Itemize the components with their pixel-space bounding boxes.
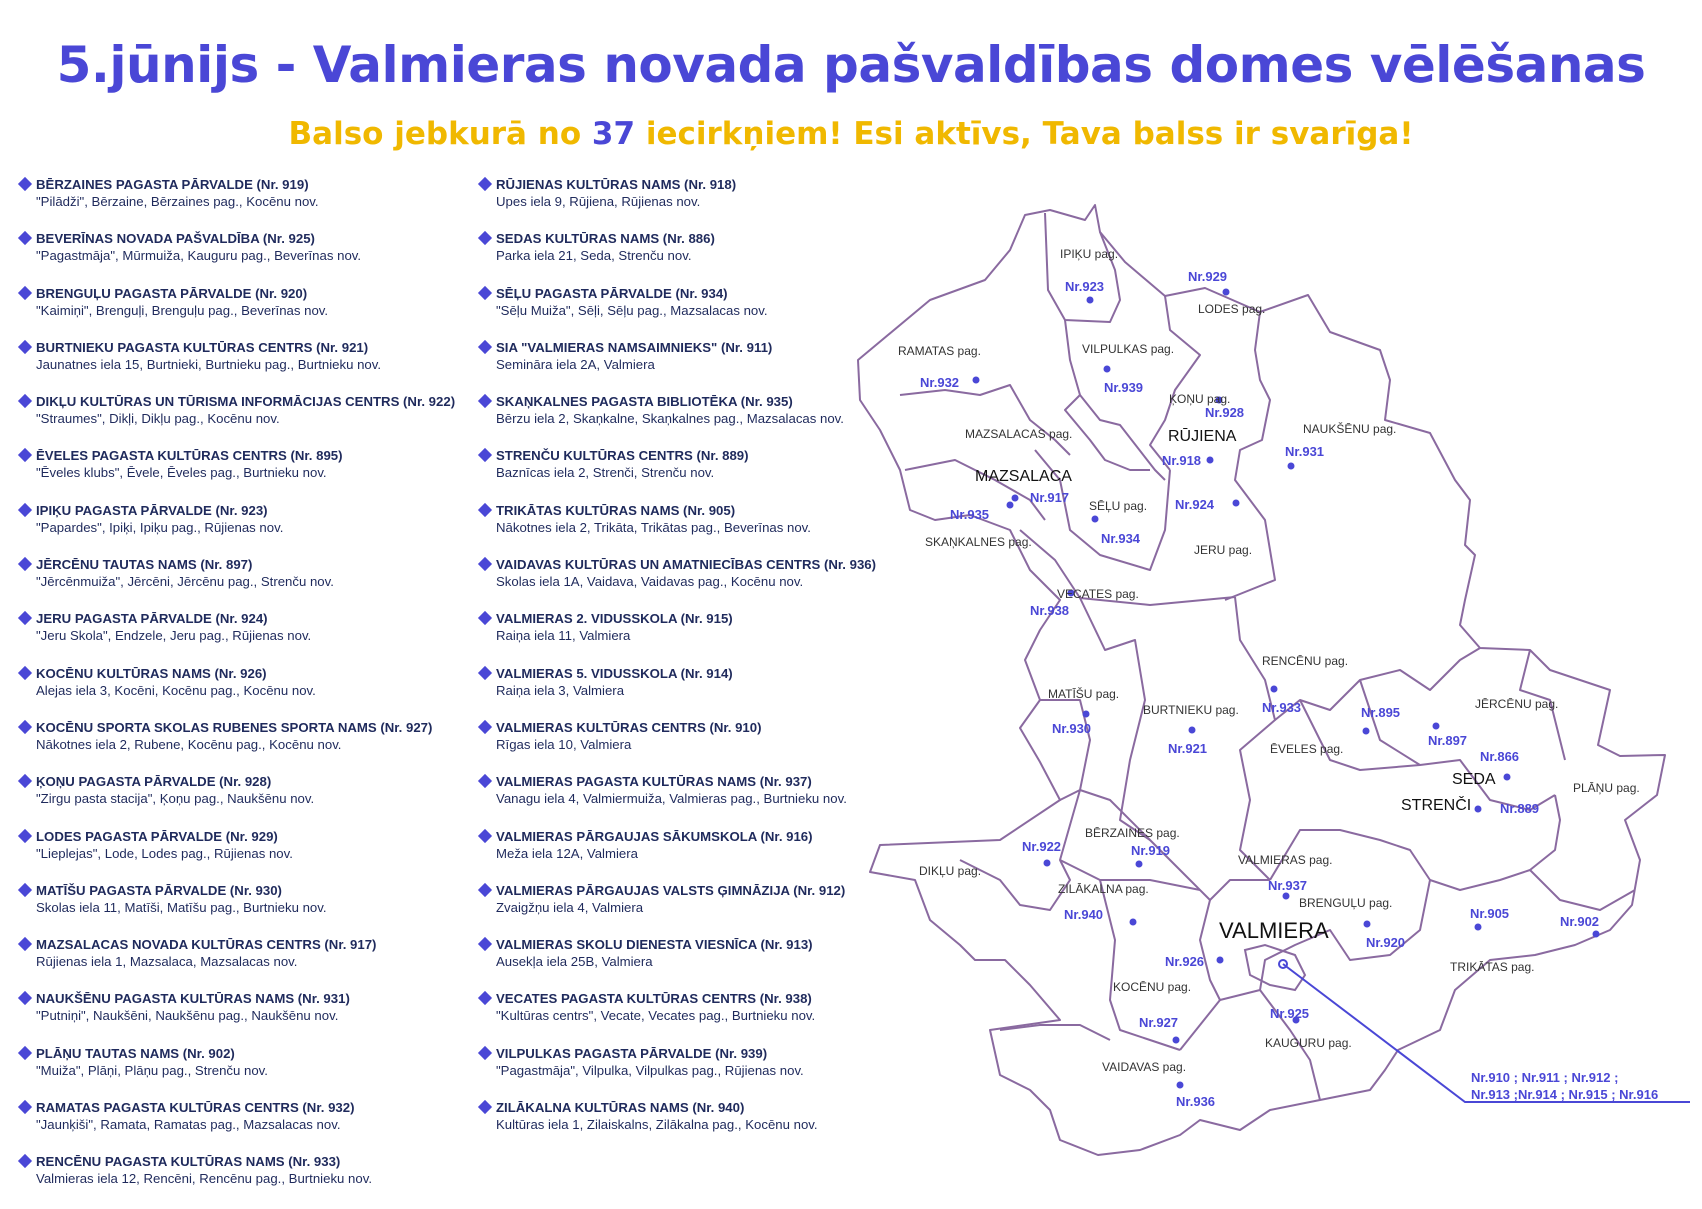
station-address: "Pagastmāja", Vilpulka, Vilpulkas pag., Rūjienas nov.: [496, 1062, 804, 1078]
station-dot: [1087, 297, 1094, 304]
station-address: Raiņa iela 11, Valmiera: [496, 628, 631, 644]
station-number-label: Nr.921: [1168, 741, 1208, 756]
station-number-label: Nr.925: [1270, 1006, 1310, 1021]
station-address: Nākotnes iela 2, Trikāta, Trikātas pag., Beverīnas nov.: [496, 519, 811, 535]
station-number-label: Nr.889: [1500, 801, 1540, 816]
station-name: VALMIERAS 5. VIDUSSKOLA (Nr. 914): [496, 665, 733, 681]
station-name: JERU PAGASTA PĀRVALDE (Nr. 924): [36, 611, 268, 627]
station-number-label: Nr.924: [1175, 497, 1215, 512]
subtitle-pre: Balso jebkurā no: [288, 116, 592, 152]
station-name: VALMIERAS PĀRGAUJAS SĀKUMSKOLA (Nr. 916): [496, 828, 813, 844]
station-address: Nākotnes iela 2, Rubene, Kocēnu pag., Kocēnu nov.: [36, 736, 342, 752]
station-address: Upes iela 9, Rūjiena, Rūjienas nov.: [496, 194, 701, 209]
station-number-label: Nr.923: [1065, 279, 1105, 294]
station-dot: [1475, 806, 1482, 813]
station-address: Rīgas iela 10, Valmiera: [496, 736, 632, 752]
town-label: SEDA: [1452, 771, 1496, 788]
parish-label: KAUGURU pag.: [1265, 1036, 1352, 1050]
station-name: MAZSALACAS NOVADA KULTŪRAS CENTRS (Nr. 917): [36, 937, 377, 953]
station-address: "Pilādži", Bērzaine, Bērzaines pag., Kocēnu nov.: [36, 194, 319, 209]
station-number-label: Nr.940: [1064, 907, 1104, 922]
station-name: RENCĒNU PAGASTA KULTŪRAS NAMS (Nr. 933): [36, 1154, 341, 1170]
station-address: "Papardes", Ipiķi, Ipiķu pag., Rūjienas nov.: [36, 519, 284, 535]
station-address: "Kaimiņi", Brenguļi, Brenguļu pag., Beverīnas nov.: [36, 302, 329, 318]
station-number-label: Nr.928: [1205, 405, 1245, 420]
station-address: "Muiža", Plāņi, Plāņu pag., Strenču nov.: [36, 1062, 268, 1078]
parish-label: BURTNIEKU pag.: [1143, 703, 1239, 717]
station-dot: [1288, 463, 1295, 470]
station-dot: [1217, 957, 1224, 964]
station-number-label: Nr.938: [1030, 603, 1070, 618]
parish-label: SKAŅKALNES pag.: [925, 535, 1032, 549]
station-name: STRENČU KULTŪRAS CENTRS (Nr. 889): [496, 448, 749, 464]
station-address: Skolas iela 1A, Vaidava, Vaidavas pag., Kocēnu nov.: [496, 574, 804, 590]
parish-label: SĒĻU pag.: [1089, 499, 1148, 513]
station-address: Raiņa iela 3, Valmiera: [496, 682, 625, 698]
station-address: "Ēveles klubs", Ēvele, Ēveles pag., Burtnieku nov.: [36, 465, 327, 481]
station-dot: [1207, 457, 1214, 464]
station-address: "Jeru Skola", Endzele, Jeru pag., Rūjienas nov.: [36, 628, 312, 644]
station-name: SEDAS KULTŪRAS NAMS (Nr. 886): [496, 231, 715, 247]
station-address: "Zirgu pasta stacija", Ķoņu pag., Naukšēnu nov.: [36, 791, 315, 807]
station-dot: [1012, 495, 1019, 502]
station-number-label: Nr.922: [1022, 839, 1062, 854]
town-label: VALMIERA: [1219, 918, 1329, 943]
parish-label: BRENGUĻU pag.: [1299, 896, 1393, 910]
station-number-label: Nr.927: [1139, 1015, 1179, 1030]
station-address: "Pagastmāja", Mūrmuiža, Kauguru pag., Beverīnas nov.: [36, 248, 362, 264]
station-dot: [1504, 774, 1511, 781]
parish-label: ZILĀKALNA pag.: [1058, 882, 1149, 896]
callout-line-2: Nr.913 ;Nr.914 ; Nr.915 ; Nr.916: [1471, 1087, 1659, 1102]
station-name: SKAŅKALNES PAGASTA BIBLIOTĒKA (Nr. 935): [496, 394, 793, 410]
station-name: BĒRZAINES PAGASTA PĀRVALDE (Nr. 919): [36, 177, 309, 192]
station-number-label: Nr.866: [1480, 749, 1520, 764]
station-dot: [1433, 723, 1440, 730]
parish-label: VILPULKAS pag.: [1082, 342, 1175, 356]
station-name: ĶOŅU PAGASTA PĀRVALDE (Nr. 928): [36, 774, 272, 790]
station-name: TRIKĀTAS KULTŪRAS NAMS (Nr. 905): [496, 502, 736, 518]
station-dot: [1363, 728, 1370, 735]
parish-label: DIKĻU pag.: [919, 864, 982, 878]
station-number-label: Nr.929: [1188, 269, 1228, 284]
parish-label: PLĀŅU pag.: [1573, 781, 1640, 795]
station-dot: [1364, 921, 1371, 928]
station-number-label: Nr.905: [1470, 906, 1510, 921]
parish-label: RENCĒNU pag.: [1262, 654, 1349, 668]
station-dot: [1283, 893, 1290, 900]
station-name: IPIĶU PAGASTA PĀRVALDE (Nr. 923): [36, 502, 268, 518]
station-number-label: Nr.926: [1165, 954, 1205, 969]
station-dot: [1271, 686, 1278, 693]
parish-label: ĶOŅU pag.: [1169, 392, 1231, 406]
parish-label: VECATES pag.: [1057, 587, 1139, 601]
station-dot: [1007, 502, 1014, 509]
valmiera-callout: [1471, 1070, 1658, 1102]
station-address: "Lieplejas", Lode, Lodes pag., Rūjienas nov.: [36, 845, 293, 861]
station-dot: [1092, 516, 1099, 523]
station-name: BEVERĪNAS NOVADA PAŠVALDĪBA (Nr. 925): [36, 231, 315, 247]
station-dot: [1233, 500, 1240, 507]
parish-label: JERU pag.: [1194, 543, 1253, 557]
station-number-label: Nr.934: [1101, 531, 1141, 546]
station-dot: [1593, 931, 1600, 938]
parish-label: IPIĶU pag.: [1060, 247, 1119, 261]
station-address: Skolas iela 11, Matīši, Matīšu pag., Burtnieku nov.: [36, 899, 327, 915]
station-address: "Kultūras centrs", Vecate, Vecates pag., Burtnieku nov.: [496, 1008, 816, 1024]
station-address: "Jērcēnmuiža", Jērcēni, Jērcēnu pag., Strenču nov.: [36, 574, 334, 590]
station-address: Vanagu iela 4, Valmiermuiža, Valmieras pag., Burtnieku nov.: [496, 791, 847, 807]
parish-label: ĒVELES pag.: [1270, 742, 1344, 756]
station-number-label: Nr.897: [1428, 733, 1468, 748]
parish-label: VALMIERAS pag.: [1238, 853, 1333, 867]
parish-label: NAUKŠĒNU pag.: [1303, 422, 1397, 436]
station-address: Ausekļa iela 25B, Valmiera: [496, 954, 653, 970]
station-address: Parka iela 21, Seda, Strenču nov.: [496, 248, 692, 264]
station-dot: [1044, 860, 1051, 867]
parish-labels: [898, 247, 1640, 1074]
station-number-label: Nr.930: [1052, 721, 1092, 736]
station-name: VALMIERAS SKOLU DIENESTA VIESNĪCA (Nr. 913): [496, 937, 813, 953]
page-title: 5.jūnijs - Valmieras novada pašvaldības domes vēlēšanas: [56, 36, 1646, 94]
station-number-label: Nr.932: [920, 375, 960, 390]
station-number-label: Nr.933: [1262, 700, 1302, 715]
station-name: KOCĒNU SPORTA SKOLAS RUBENES SPORTA NAMS (Nr. 927): [36, 719, 433, 735]
station-address: Bērzu iela 2, Skaņkalne, Skaņkalnes pag., Mazsalacas nov.: [496, 411, 844, 427]
station-name: DIKĻU KULTŪRAS UN TŪRISMA INFORMĀCIJAS CENTRS (Nr. 922): [36, 394, 456, 410]
parish-label: KOCĒNU pag.: [1113, 980, 1192, 994]
station-address: Zvaigžņu iela 4, Valmiera: [496, 899, 644, 915]
valmiera-town-outline: [1245, 945, 1305, 990]
station-name: SIA "VALMIERAS NAMSAIMNIEKS" (Nr. 911): [496, 339, 773, 355]
station-dot: [1177, 1082, 1184, 1089]
station-number-label: Nr.895: [1361, 705, 1401, 720]
station-name: MATĪŠU PAGASTA PĀRVALDE (Nr. 930): [36, 882, 282, 898]
subtitle-count: 37: [591, 116, 636, 152]
town-label: RŪJIENA: [1168, 428, 1237, 445]
station-name: BRENGUĻU PAGASTA PĀRVALDE (Nr. 920): [36, 285, 308, 301]
station-number-label: Nr.902: [1560, 914, 1600, 929]
station-name: VALMIERAS PAGASTA KULTŪRAS NAMS (Nr. 937): [496, 774, 812, 790]
station-number-label: Nr.918: [1162, 453, 1202, 468]
station-dot: [973, 377, 980, 384]
station-number-label: Nr.937: [1268, 878, 1308, 893]
station-address: "Sēļu Muiža", Sēļi, Sēļu pag., Mazsalacas nov.: [496, 302, 768, 318]
station-dot: [1223, 289, 1230, 296]
parish-label: VAIDAVAS pag.: [1102, 1060, 1187, 1074]
parish-label: BĒRZAINES pag.: [1085, 826, 1180, 840]
station-address: Rūjienas iela 1, Mazsalaca, Mazsalacas nov.: [36, 954, 298, 970]
station-name: VAIDAVAS KULTŪRAS UN AMATNIECĪBAS CENTRS (Nr. 936): [496, 557, 877, 573]
station-address: Semināra iela 2A, Valmiera: [496, 356, 655, 372]
station-address: "Putniņi", Naukšēni, Naukšēnu pag., Naukšēnu nov.: [36, 1008, 339, 1024]
station-address: Jaunatnes iela 15, Burtnieki, Burtnieku pag., Burtnieku nov.: [36, 356, 382, 372]
parish-label: LODES pag.: [1198, 302, 1266, 316]
station-number-label: Nr.936: [1176, 1094, 1216, 1109]
station-name: VECATES PAGASTA KULTŪRAS CENTRS (Nr. 938): [496, 991, 812, 1007]
subtitle-post: iecirkņiem! Esi aktīvs, Tava balss ir svarīga!: [635, 116, 1414, 152]
station-number-label: Nr.931: [1285, 444, 1325, 459]
station-name: RAMATAS PAGASTA KULTŪRAS CENTRS (Nr. 932): [36, 1100, 355, 1116]
station-dot: [1104, 366, 1111, 373]
town-label: STRENČI: [1401, 797, 1472, 814]
station-name: VILPULKAS PAGASTA PĀRVALDE (Nr. 939): [496, 1045, 768, 1061]
station-address: Baznīcas iela 2, Strenči, Strenču nov.: [496, 465, 715, 481]
station-dot: [1136, 861, 1143, 868]
station-number-label: Nr.939: [1104, 380, 1144, 395]
station-name: BURTNIEKU PAGASTA KULTŪRAS CENTRS (Nr. 921): [36, 339, 369, 355]
station-name: RŪJIENAS KULTŪRAS NAMS (Nr. 918): [496, 177, 737, 192]
station-name: VALMIERAS KULTŪRAS CENTRS (Nr. 910): [496, 719, 762, 735]
station-name: VALMIERAS 2. VIDUSSKOLA (Nr. 915): [496, 611, 733, 627]
station-name: VALMIERAS PĀRGAUJAS VALSTS ĢIMNĀZIJA (Nr. 912): [496, 882, 846, 898]
station-number-label: Nr.917: [1030, 490, 1070, 505]
station-name: LODES PAGASTA PĀRVALDE (Nr. 929): [36, 828, 278, 844]
parish-label: JĒRCĒNU pag.: [1475, 697, 1559, 711]
station-address: Meža iela 12A, Valmiera: [496, 845, 638, 861]
parish-label: TRIKĀTAS pag.: [1450, 960, 1535, 974]
station-dot: [1189, 727, 1196, 734]
callout-line-1: Nr.910 ; Nr.911 ; Nr.912 ;: [1471, 1070, 1619, 1085]
station-dot: [1173, 1037, 1180, 1044]
station-address: "Straumes", Dikļi, Dikļu pag., Kocēnu nov.: [36, 411, 280, 427]
station-number-label: Nr.935: [950, 507, 990, 522]
parish-label: RAMATAS pag.: [898, 344, 981, 358]
station-dot: [1083, 711, 1090, 718]
station-number-label: Nr.920: [1366, 935, 1406, 950]
parish-label: MATĪŠU pag.: [1048, 687, 1120, 701]
station-address: Kultūras iela 1, Zilaiskalns, Zilākalna pag., Kocēnu nov.: [496, 1117, 818, 1133]
station-dot: [1475, 924, 1482, 931]
station-name: NAUKŠĒNU PAGASTA KULTŪRAS NAMS (Nr. 931): [36, 991, 350, 1007]
station-name: SĒĻU PAGASTA PĀRVALDE (Nr. 934): [496, 285, 728, 301]
station-number-label: Nr.919: [1131, 843, 1171, 858]
station-name: KOCĒNU KULTŪRAS NAMS (Nr. 926): [36, 665, 267, 681]
station-name: ĒVELES PAGASTA KULTŪRAS CENTRS (Nr. 895): [36, 448, 343, 464]
town-label: MAZSALACA: [975, 468, 1072, 485]
station-number-labels: [920, 269, 1599, 1109]
station-name: PLĀŅU TAUTAS NAMS (Nr. 902): [36, 1045, 235, 1061]
station-address: "Jaunķiši", Ramata, Ramatas pag., Mazsalacas nov.: [36, 1117, 341, 1133]
station-address: Valmieras iela 12, Rencēni, Rencēnu pag., Burtnieku nov.: [36, 1171, 372, 1187]
station-address: Alejas iela 3, Kocēni, Kocēnu pag., Kocēnu nov.: [36, 682, 316, 698]
station-name: JĒRCĒNU TAUTAS NAMS (Nr. 897): [36, 557, 253, 573]
station-name: ZILĀKALNA KULTŪRAS NAMS (Nr. 940): [496, 1100, 745, 1116]
parish-label: MAZSALACAS pag.: [965, 427, 1073, 441]
station-dot: [1130, 919, 1137, 926]
